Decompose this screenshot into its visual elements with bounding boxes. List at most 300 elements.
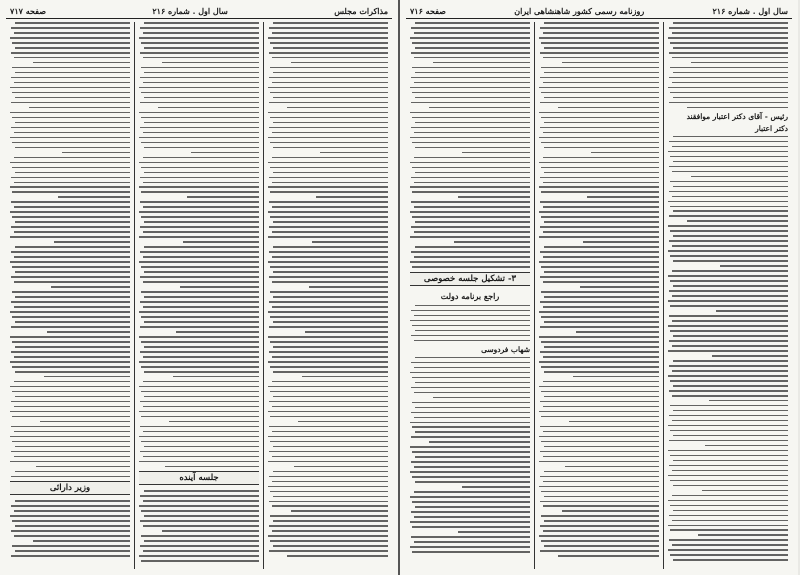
text-line bbox=[576, 331, 659, 333]
text-line bbox=[541, 142, 659, 144]
text-line bbox=[558, 107, 659, 109]
text-line bbox=[410, 546, 530, 548]
text-line bbox=[269, 27, 388, 29]
text-line bbox=[411, 362, 530, 364]
text-line bbox=[15, 396, 130, 398]
text-line bbox=[270, 266, 388, 268]
left-page-columns bbox=[6, 22, 392, 569]
text-line bbox=[272, 505, 388, 507]
text-line bbox=[272, 406, 388, 408]
text-line bbox=[415, 122, 530, 124]
text-line bbox=[673, 210, 788, 212]
text-line bbox=[268, 211, 388, 213]
text-line bbox=[691, 176, 788, 178]
text-line bbox=[268, 486, 388, 488]
text-line bbox=[270, 391, 388, 393]
text-line bbox=[668, 450, 788, 452]
text-line bbox=[411, 412, 530, 414]
text-line bbox=[415, 221, 530, 223]
left-col2-section-heading: جلسه آینده bbox=[139, 471, 259, 485]
text-line bbox=[14, 256, 130, 258]
text-line bbox=[668, 549, 788, 551]
text-line bbox=[541, 191, 659, 193]
text-line bbox=[14, 157, 130, 159]
text-line bbox=[541, 366, 659, 368]
text-line bbox=[414, 491, 530, 493]
text-line bbox=[411, 102, 530, 104]
text-line bbox=[11, 505, 130, 507]
text-line bbox=[273, 545, 388, 547]
text-line bbox=[11, 426, 130, 428]
text-line bbox=[11, 201, 130, 203]
text-line bbox=[273, 97, 388, 99]
text-line bbox=[669, 77, 788, 79]
text-line bbox=[415, 357, 530, 359]
text-line bbox=[670, 67, 788, 69]
text-line bbox=[544, 296, 659, 298]
text-line bbox=[669, 290, 788, 292]
text-line bbox=[544, 471, 659, 473]
text-line bbox=[270, 341, 388, 343]
left-page-column-1 bbox=[263, 22, 392, 569]
text-line bbox=[62, 152, 130, 154]
text-line bbox=[670, 480, 788, 482]
text-line bbox=[673, 186, 788, 188]
text-line bbox=[539, 236, 659, 238]
text-line bbox=[539, 311, 659, 313]
text-line bbox=[672, 146, 788, 148]
text-line bbox=[272, 356, 388, 358]
text-line bbox=[139, 236, 259, 238]
text-line bbox=[14, 206, 130, 208]
text-line bbox=[140, 326, 259, 328]
text-line bbox=[269, 476, 388, 478]
text-line bbox=[143, 431, 259, 433]
text-line bbox=[673, 97, 788, 99]
text-line bbox=[544, 446, 659, 448]
text-line bbox=[273, 321, 388, 323]
text-line bbox=[540, 401, 659, 403]
text-line bbox=[668, 87, 788, 89]
text-line bbox=[269, 77, 388, 79]
text-line bbox=[410, 37, 530, 39]
text-line bbox=[14, 32, 130, 34]
text-line bbox=[294, 466, 388, 468]
text-line bbox=[268, 361, 388, 363]
text-line bbox=[672, 420, 788, 422]
text-line bbox=[573, 376, 659, 378]
text-line bbox=[144, 490, 259, 492]
text-line bbox=[15, 296, 130, 298]
text-line bbox=[144, 122, 259, 124]
text-line bbox=[544, 346, 659, 348]
text-line bbox=[668, 37, 788, 39]
text-line bbox=[412, 377, 530, 379]
text-line bbox=[12, 67, 130, 69]
text-line bbox=[15, 446, 130, 448]
text-line bbox=[141, 117, 259, 119]
text-line bbox=[415, 456, 530, 458]
text-line bbox=[140, 127, 259, 129]
text-line bbox=[273, 122, 388, 124]
text-line bbox=[540, 52, 659, 54]
text-line bbox=[268, 37, 388, 39]
text-line bbox=[670, 455, 788, 457]
text-line bbox=[539, 336, 659, 338]
right-page-header bbox=[406, 4, 792, 19]
text-line bbox=[541, 515, 659, 517]
left-page-number: صفحه ۷۱۷ bbox=[10, 6, 46, 16]
text-line bbox=[15, 471, 130, 473]
text-line bbox=[668, 475, 788, 477]
text-line bbox=[272, 231, 388, 233]
text-line bbox=[15, 271, 130, 273]
text-line bbox=[415, 382, 530, 384]
text-line bbox=[12, 545, 130, 547]
text-line bbox=[305, 331, 388, 333]
text-line bbox=[673, 136, 788, 138]
text-line bbox=[540, 525, 659, 527]
text-line bbox=[302, 376, 388, 378]
text-line bbox=[543, 505, 659, 507]
text-line bbox=[272, 157, 388, 159]
text-line bbox=[412, 325, 530, 327]
text-line bbox=[144, 271, 259, 273]
text-line bbox=[414, 516, 530, 518]
text-line bbox=[670, 405, 788, 407]
text-line bbox=[44, 376, 130, 378]
text-line bbox=[411, 310, 530, 312]
text-line bbox=[668, 300, 788, 302]
text-line bbox=[141, 366, 259, 368]
text-line bbox=[587, 196, 659, 198]
text-line bbox=[140, 545, 259, 547]
text-line bbox=[273, 172, 388, 174]
text-line bbox=[668, 325, 788, 327]
text-line bbox=[273, 471, 388, 473]
text-line bbox=[539, 37, 659, 39]
text-line bbox=[673, 260, 788, 262]
text-line bbox=[143, 281, 259, 283]
text-line bbox=[541, 117, 659, 119]
text-line bbox=[580, 286, 659, 288]
text-line bbox=[162, 62, 259, 64]
text-line bbox=[539, 261, 659, 263]
text-line bbox=[14, 356, 130, 358]
text-line bbox=[11, 27, 130, 29]
text-line bbox=[268, 162, 388, 164]
text-line bbox=[410, 320, 530, 322]
text-line bbox=[15, 221, 130, 223]
text-line bbox=[540, 27, 659, 29]
text-line bbox=[273, 221, 388, 223]
text-line bbox=[544, 545, 659, 547]
text-line bbox=[139, 87, 259, 89]
text-line bbox=[543, 456, 659, 458]
text-line bbox=[540, 301, 659, 303]
text-line bbox=[539, 211, 659, 213]
text-line bbox=[12, 191, 130, 193]
text-line bbox=[669, 365, 788, 367]
text-line bbox=[10, 361, 130, 363]
text-line bbox=[414, 367, 530, 369]
text-line bbox=[143, 206, 259, 208]
text-line bbox=[270, 316, 388, 318]
text-line bbox=[139, 137, 259, 139]
text-line bbox=[544, 371, 659, 373]
text-line bbox=[12, 291, 130, 293]
text-line bbox=[268, 261, 388, 263]
text-line bbox=[539, 137, 659, 139]
text-line bbox=[36, 466, 130, 468]
text-line bbox=[144, 371, 259, 373]
text-line bbox=[10, 461, 130, 463]
text-line bbox=[14, 431, 130, 433]
text-line bbox=[414, 157, 530, 159]
text-line bbox=[415, 97, 530, 99]
text-line bbox=[415, 506, 530, 508]
text-line bbox=[269, 102, 388, 104]
text-line bbox=[410, 236, 530, 238]
text-line bbox=[540, 501, 659, 503]
text-line bbox=[144, 246, 259, 248]
text-line bbox=[143, 381, 259, 383]
text-line bbox=[268, 436, 388, 438]
text-line bbox=[12, 316, 130, 318]
text-line bbox=[410, 137, 530, 139]
text-line bbox=[269, 177, 388, 179]
text-line bbox=[143, 231, 259, 233]
text-line bbox=[29, 107, 130, 109]
text-line bbox=[543, 481, 659, 483]
text-line bbox=[10, 236, 130, 238]
text-line bbox=[414, 132, 530, 134]
text-line bbox=[673, 510, 788, 512]
text-line bbox=[669, 315, 788, 317]
text-line bbox=[669, 415, 788, 417]
text-line bbox=[270, 515, 388, 517]
text-line bbox=[269, 550, 388, 552]
text-line bbox=[269, 127, 388, 129]
text-line bbox=[668, 151, 788, 153]
text-line bbox=[412, 117, 530, 119]
text-line bbox=[569, 421, 659, 423]
text-line bbox=[269, 525, 388, 527]
text-line bbox=[144, 221, 259, 223]
text-line bbox=[543, 132, 659, 134]
text-line bbox=[268, 112, 388, 114]
text-line bbox=[539, 386, 659, 388]
text-line bbox=[543, 57, 659, 59]
text-line bbox=[539, 87, 659, 89]
text-line bbox=[14, 281, 130, 283]
text-line bbox=[11, 530, 130, 532]
text-line bbox=[412, 142, 530, 144]
text-line bbox=[15, 500, 130, 502]
text-line bbox=[140, 520, 259, 522]
text-line bbox=[273, 520, 388, 522]
text-line bbox=[691, 62, 788, 64]
text-line bbox=[139, 361, 259, 363]
text-line bbox=[412, 167, 530, 169]
text-line bbox=[672, 320, 788, 322]
text-line bbox=[673, 559, 788, 561]
text-line bbox=[11, 326, 130, 328]
text-line bbox=[541, 216, 659, 218]
text-line bbox=[270, 216, 388, 218]
text-line bbox=[139, 261, 259, 263]
left-page-column-2 bbox=[134, 22, 263, 569]
text-line bbox=[670, 156, 788, 158]
text-line bbox=[720, 265, 788, 267]
text-line bbox=[141, 42, 259, 44]
text-line bbox=[15, 371, 130, 373]
text-line bbox=[670, 529, 788, 531]
text-line bbox=[140, 426, 259, 428]
text-line bbox=[540, 226, 659, 228]
text-line bbox=[273, 446, 388, 448]
left-page-column-3 bbox=[6, 22, 134, 569]
text-line bbox=[672, 495, 788, 497]
text-line bbox=[10, 436, 130, 438]
left-page-header bbox=[6, 4, 392, 19]
right-col3-section-heading: ۳- تشکیل جلسه خصوصی bbox=[410, 272, 530, 286]
text-line bbox=[543, 256, 659, 258]
text-line bbox=[670, 305, 788, 307]
text-line bbox=[687, 220, 788, 222]
text-line bbox=[169, 421, 259, 423]
text-line bbox=[12, 441, 130, 443]
text-line bbox=[415, 246, 530, 248]
text-line bbox=[11, 451, 130, 453]
text-line bbox=[10, 386, 130, 388]
text-line bbox=[705, 445, 788, 447]
text-line bbox=[411, 201, 530, 203]
text-line bbox=[272, 306, 388, 308]
text-line bbox=[51, 286, 130, 288]
text-line bbox=[712, 355, 788, 357]
text-line bbox=[462, 486, 530, 488]
text-line bbox=[10, 137, 130, 139]
text-line bbox=[670, 42, 788, 44]
text-line bbox=[270, 416, 388, 418]
text-line bbox=[458, 196, 530, 198]
text-line bbox=[672, 196, 788, 198]
text-line bbox=[268, 336, 388, 338]
text-line bbox=[272, 82, 388, 84]
text-line bbox=[591, 152, 659, 154]
text-line bbox=[410, 112, 530, 114]
text-line bbox=[141, 416, 259, 418]
text-line bbox=[270, 167, 388, 169]
text-line bbox=[414, 231, 530, 233]
text-line bbox=[543, 157, 659, 159]
text-line bbox=[433, 62, 530, 64]
text-line bbox=[429, 441, 530, 443]
text-line bbox=[672, 544, 788, 546]
text-line bbox=[709, 400, 788, 402]
text-line bbox=[143, 256, 259, 258]
text-line bbox=[415, 305, 530, 307]
text-line bbox=[12, 117, 130, 119]
text-line bbox=[411, 536, 530, 538]
text-line bbox=[411, 77, 530, 79]
text-line bbox=[141, 167, 259, 169]
text-line bbox=[139, 37, 259, 39]
text-line bbox=[144, 396, 259, 398]
text-line bbox=[139, 461, 259, 463]
text-line bbox=[411, 127, 530, 129]
text-line bbox=[541, 391, 659, 393]
text-line bbox=[670, 181, 788, 183]
text-line bbox=[412, 426, 530, 428]
text-line bbox=[669, 27, 788, 29]
text-line bbox=[540, 127, 659, 129]
text-line bbox=[672, 295, 788, 297]
text-line bbox=[411, 251, 530, 253]
text-line bbox=[543, 182, 659, 184]
right-page-columns bbox=[406, 22, 792, 569]
text-line bbox=[539, 461, 659, 463]
text-line bbox=[540, 476, 659, 478]
text-line bbox=[10, 411, 130, 413]
right-page-issue-title: سال اول . شماره ۲۱۶ bbox=[712, 6, 788, 16]
text-line bbox=[411, 177, 530, 179]
text-line bbox=[410, 261, 530, 263]
text-line bbox=[544, 396, 659, 398]
text-line bbox=[14, 510, 130, 512]
text-line bbox=[543, 231, 659, 233]
text-line bbox=[287, 555, 388, 557]
text-line bbox=[10, 112, 130, 114]
text-line bbox=[272, 381, 388, 383]
text-line bbox=[144, 72, 259, 74]
text-line bbox=[410, 471, 530, 473]
text-line bbox=[540, 426, 659, 428]
text-line bbox=[541, 67, 659, 69]
text-line bbox=[669, 141, 788, 143]
text-line bbox=[565, 466, 659, 468]
text-line bbox=[141, 441, 259, 443]
text-line bbox=[410, 372, 530, 374]
text-line bbox=[540, 276, 659, 278]
text-line bbox=[539, 162, 659, 164]
text-line bbox=[412, 266, 530, 268]
text-line bbox=[139, 336, 259, 338]
right-page-number: صفحه ۷۱۶ bbox=[410, 6, 446, 16]
text-line bbox=[670, 92, 788, 94]
text-line bbox=[11, 102, 130, 104]
text-line bbox=[541, 316, 659, 318]
text-line bbox=[540, 77, 659, 79]
text-line bbox=[139, 505, 259, 507]
text-line bbox=[414, 182, 530, 184]
text-line bbox=[669, 240, 788, 242]
text-line bbox=[670, 206, 788, 208]
text-line bbox=[668, 500, 788, 502]
text-line bbox=[702, 490, 788, 492]
text-line bbox=[287, 107, 388, 109]
text-line bbox=[412, 42, 530, 44]
text-line bbox=[270, 291, 388, 293]
text-line bbox=[14, 231, 130, 233]
text-line bbox=[11, 177, 130, 179]
text-line bbox=[268, 386, 388, 388]
text-line bbox=[539, 436, 659, 438]
text-line bbox=[541, 540, 659, 542]
text-line bbox=[669, 166, 788, 168]
text-line bbox=[12, 42, 130, 44]
